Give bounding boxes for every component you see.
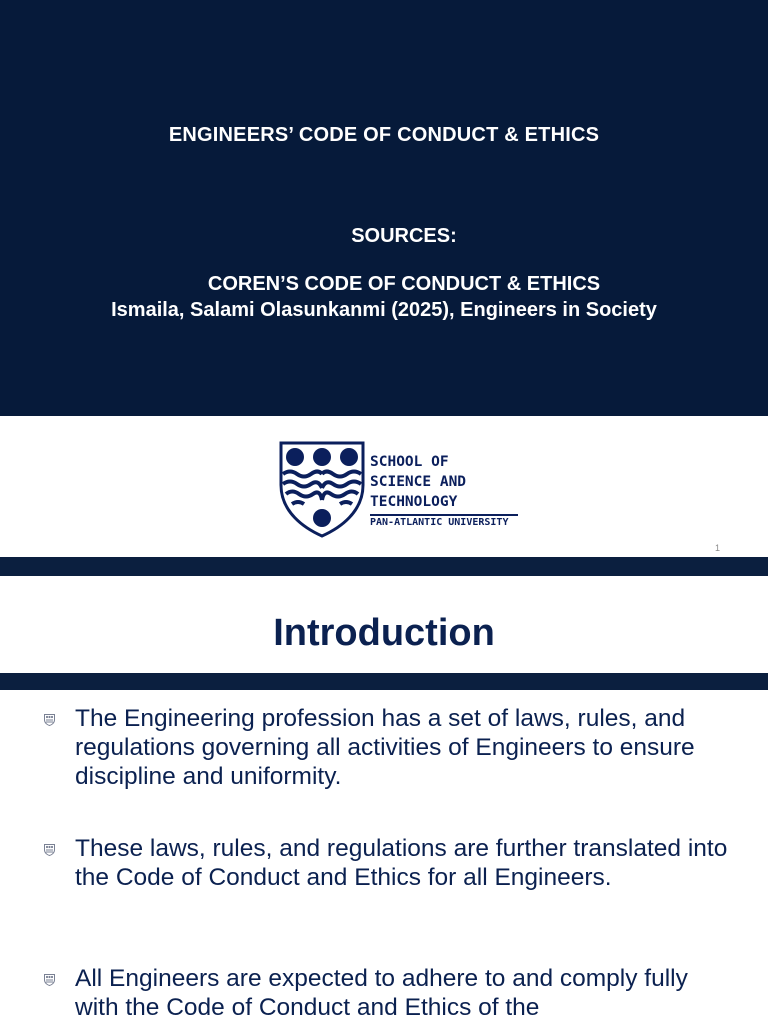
school-logo [278,440,528,540]
source-book: Ismaila, Salami Olasunkanmi (2025), Engineers in Society [111,299,657,321]
shield-bullet-icon [44,974,55,986]
page-number: 1 [714,543,720,553]
list-item [75,704,735,791]
shield-bullet-icon [44,844,55,856]
logo-line-1: SCHOOL OF [370,454,449,470]
logo-line-2: SCIENCE AND [370,474,467,490]
title-banner [0,0,768,416]
slide-title: ENGINEERS’ CODE OF CONDUCT & ETHICS [168,124,600,146]
shield-crest-icon [278,440,366,538]
bullet-text: These laws, rules, and regulations are further translated into the Code of Conduct and Ethics for all Engineers. [75,835,728,891]
title-underline-bar [0,673,768,690]
sources-label: SOURCES: [351,225,457,247]
logo-line-3: TECHNOLOGY [370,494,458,510]
introduction-slide [0,576,768,1024]
logo-university: PAN-ATLANTIC UNIVERSITY [370,517,509,528]
logo-divider [370,514,518,516]
list-item [75,964,735,1022]
list-item [75,834,735,892]
logo-wordmark [370,452,466,512]
bullet-text: The Engineering profession has a set of laws, rules, and regulations governing all activities of Engineers to ensure discipline and uniformity. [75,705,695,790]
slide-separator [0,557,768,576]
shield-bullet-icon [44,714,55,726]
bullet-text: All Engineers are expected to adhere to and comply fully with the Code of Conduct and Ethics of the [75,965,688,1021]
source-coren: COREN’S CODE OF CONDUCT & ETHICS [207,273,601,295]
slide-title: Introduction [273,612,495,654]
